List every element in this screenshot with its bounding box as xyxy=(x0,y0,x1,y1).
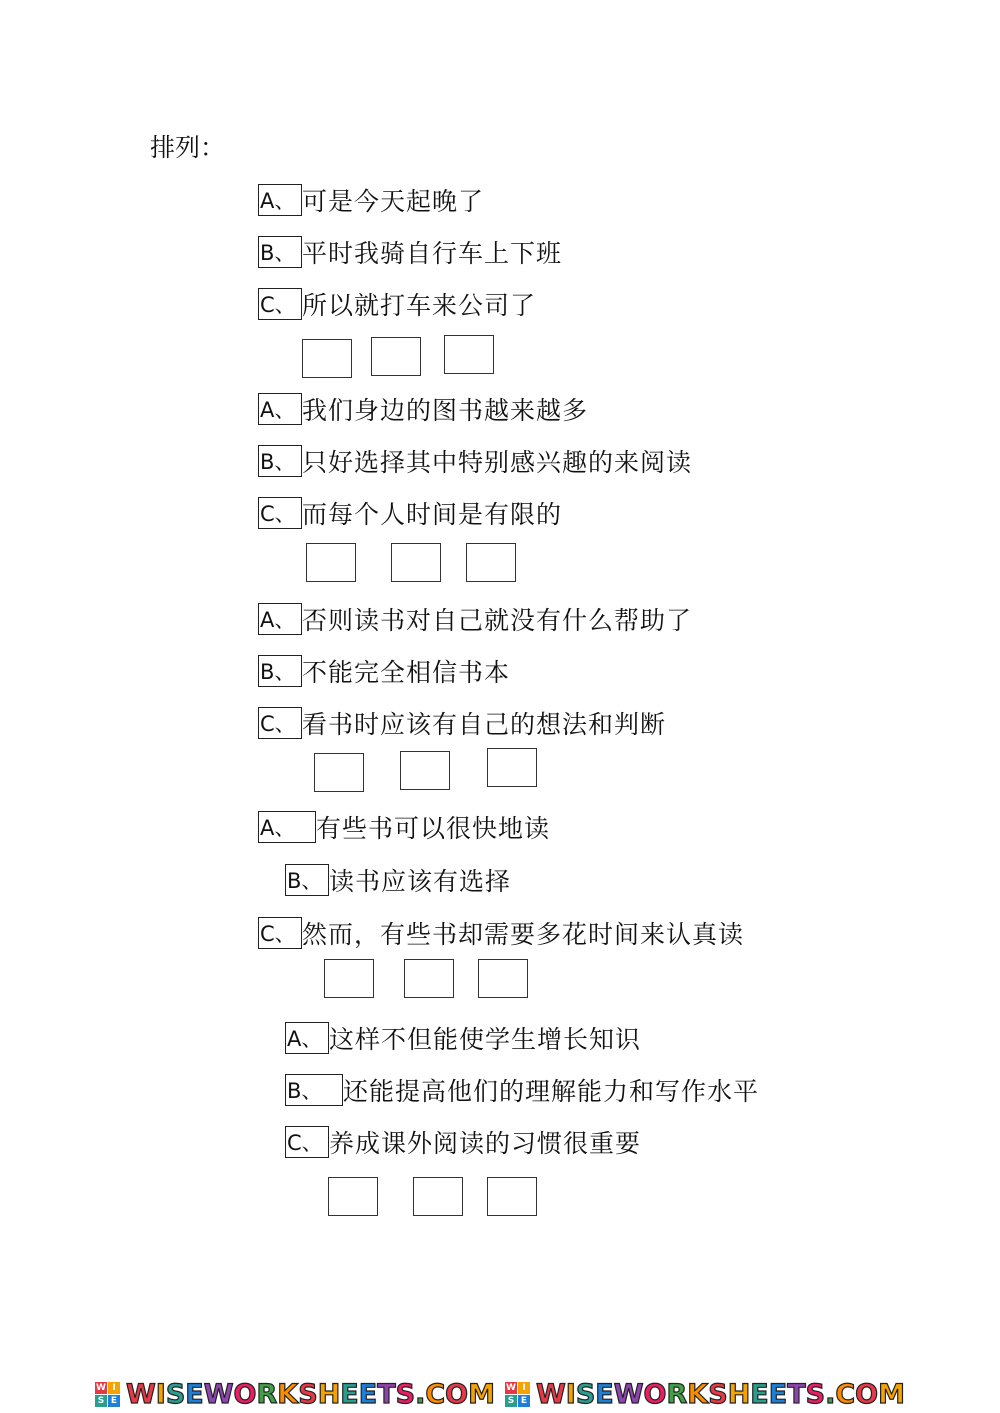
item-label: A、 xyxy=(258,184,302,216)
brand-letter: W xyxy=(126,1379,156,1410)
brand-watermark xyxy=(505,1379,905,1410)
brand-letter: E xyxy=(595,1379,614,1410)
group-4-item-a xyxy=(258,810,550,844)
item-label: B、 xyxy=(258,655,302,687)
item-label: C、 xyxy=(258,917,302,949)
group-3-item-b xyxy=(258,654,510,688)
logo-tile: E xyxy=(518,1395,530,1407)
page-heading: 排列： xyxy=(150,133,226,162)
answer-box[interactable] xyxy=(314,753,364,792)
item-text: 只好选择其中特别感兴趣的来阅读 xyxy=(302,448,693,477)
answer-box[interactable] xyxy=(371,337,421,376)
item-label: A、 xyxy=(285,1022,329,1054)
brand-letter: E xyxy=(768,1379,788,1410)
group-1-item-a xyxy=(258,183,484,217)
answer-box[interactable] xyxy=(444,335,494,374)
brand-letter: S xyxy=(165,1379,186,1410)
answer-box[interactable] xyxy=(306,543,356,582)
item-text: 然而，有些书却需要多花时间来认真读 xyxy=(302,920,745,949)
answer-box[interactable] xyxy=(478,959,528,998)
item-text: 平时我骑自行车上下班 xyxy=(302,239,563,268)
brand-text xyxy=(126,1379,495,1410)
brand-letter: O xyxy=(233,1379,257,1410)
group-3-item-c xyxy=(258,706,666,740)
answer-box[interactable] xyxy=(404,959,454,998)
brand-letter: C xyxy=(425,1379,446,1410)
group-2-item-b xyxy=(258,444,692,478)
item-text: 否则读书对自己就没有什么帮助了 xyxy=(302,606,693,635)
brand-letter: S xyxy=(395,1379,416,1410)
brand-letter: . xyxy=(415,1379,426,1410)
brand-letter: H xyxy=(727,1379,751,1410)
answer-box[interactable] xyxy=(487,1177,537,1216)
brand-letter: E xyxy=(358,1379,378,1410)
item-text: 还能提高他们的理解能力和写作水平 xyxy=(343,1077,760,1106)
group-4-item-c xyxy=(258,916,744,950)
item-label: C、 xyxy=(258,497,302,529)
group-4-item-b xyxy=(285,863,511,897)
item-label: A、 xyxy=(258,393,302,425)
item-label: A、 xyxy=(258,811,316,843)
brand-letter: E xyxy=(340,1379,359,1410)
answer-box[interactable] xyxy=(400,751,450,790)
item-label: C、 xyxy=(258,707,302,739)
brand-letter: O xyxy=(643,1379,667,1410)
item-text: 我们身边的图书越来越多 xyxy=(302,396,589,425)
brand-letter: O xyxy=(445,1379,469,1410)
answer-box[interactable] xyxy=(391,543,441,582)
item-label: C、 xyxy=(258,288,302,320)
brand-letter: K xyxy=(687,1379,709,1410)
brand-text xyxy=(536,1379,905,1410)
brand-letter: O xyxy=(855,1379,879,1410)
brand-letter: R xyxy=(256,1379,278,1410)
brand-letter: W xyxy=(536,1379,566,1410)
brand-letter: K xyxy=(277,1379,299,1410)
brand-letter: M xyxy=(878,1379,905,1410)
group-5-item-a xyxy=(285,1021,641,1055)
item-text: 这样不但能使学生增长知识 xyxy=(329,1025,642,1054)
group-3-item-a xyxy=(258,602,692,636)
answer-box[interactable] xyxy=(466,543,516,582)
answer-box[interactable] xyxy=(302,339,352,378)
brand-letter: E xyxy=(185,1379,204,1410)
brand-letter: S xyxy=(708,1379,728,1410)
logo-tile: E xyxy=(108,1395,120,1407)
item-text: 养成课外阅读的习惯很重要 xyxy=(329,1129,642,1158)
brand-letter: . xyxy=(825,1379,836,1410)
item-text: 所以就打车来公司了 xyxy=(302,291,537,320)
logo-icon xyxy=(95,1382,120,1407)
item-label: B、 xyxy=(285,1074,343,1106)
logo-tile: W xyxy=(506,1383,516,1393)
brand-letter: S xyxy=(805,1379,826,1410)
item-label: A、 xyxy=(258,603,302,635)
item-label: C、 xyxy=(285,1126,329,1158)
brand-letter: H xyxy=(317,1379,341,1410)
answer-box[interactable] xyxy=(487,748,537,787)
group-5-item-b xyxy=(285,1073,759,1107)
item-text: 看书时应该有自己的想法和判断 xyxy=(302,710,667,739)
logo-tile: S xyxy=(505,1395,517,1407)
logo-tile: W xyxy=(96,1383,106,1393)
brand-letter: T xyxy=(377,1379,396,1410)
brand-letter: R xyxy=(666,1379,688,1410)
brand-letter: E xyxy=(750,1379,769,1410)
item-text: 而每个人时间是有限的 xyxy=(302,500,563,529)
brand-watermark xyxy=(95,1379,495,1410)
item-text: 可是今天起晚了 xyxy=(302,187,485,216)
group-1-item-c xyxy=(258,287,536,321)
item-label: B、 xyxy=(258,445,302,477)
logo-tile: I xyxy=(108,1382,120,1394)
item-label: B、 xyxy=(285,864,329,896)
item-text: 有些书可以很快地读 xyxy=(316,814,551,843)
group-2-item-a xyxy=(258,392,588,426)
logo-tile: I xyxy=(518,1382,530,1394)
brand-letter: S xyxy=(575,1379,596,1410)
brand-letter: S xyxy=(298,1379,318,1410)
brand-letter: W xyxy=(203,1379,234,1410)
footer-watermark xyxy=(0,1376,1000,1413)
logo-icon xyxy=(505,1382,530,1407)
brand-letter: M xyxy=(468,1379,495,1410)
logo-tile: S xyxy=(95,1395,107,1407)
group-5-item-c xyxy=(285,1125,641,1159)
group-2-item-c xyxy=(258,496,562,530)
item-text: 不能完全相信书本 xyxy=(302,658,511,687)
item-label: B、 xyxy=(258,236,302,268)
brand-letter: C xyxy=(835,1379,856,1410)
brand-letter: I xyxy=(565,1379,576,1410)
item-text: 读书应该有选择 xyxy=(329,867,512,896)
group-1-item-b xyxy=(258,235,562,269)
answer-box[interactable] xyxy=(324,959,374,998)
brand-letter: W xyxy=(613,1379,644,1410)
brand-letter: T xyxy=(787,1379,806,1410)
answer-box[interactable] xyxy=(413,1177,463,1216)
answer-box[interactable] xyxy=(328,1177,378,1216)
brand-letter: I xyxy=(155,1379,166,1410)
